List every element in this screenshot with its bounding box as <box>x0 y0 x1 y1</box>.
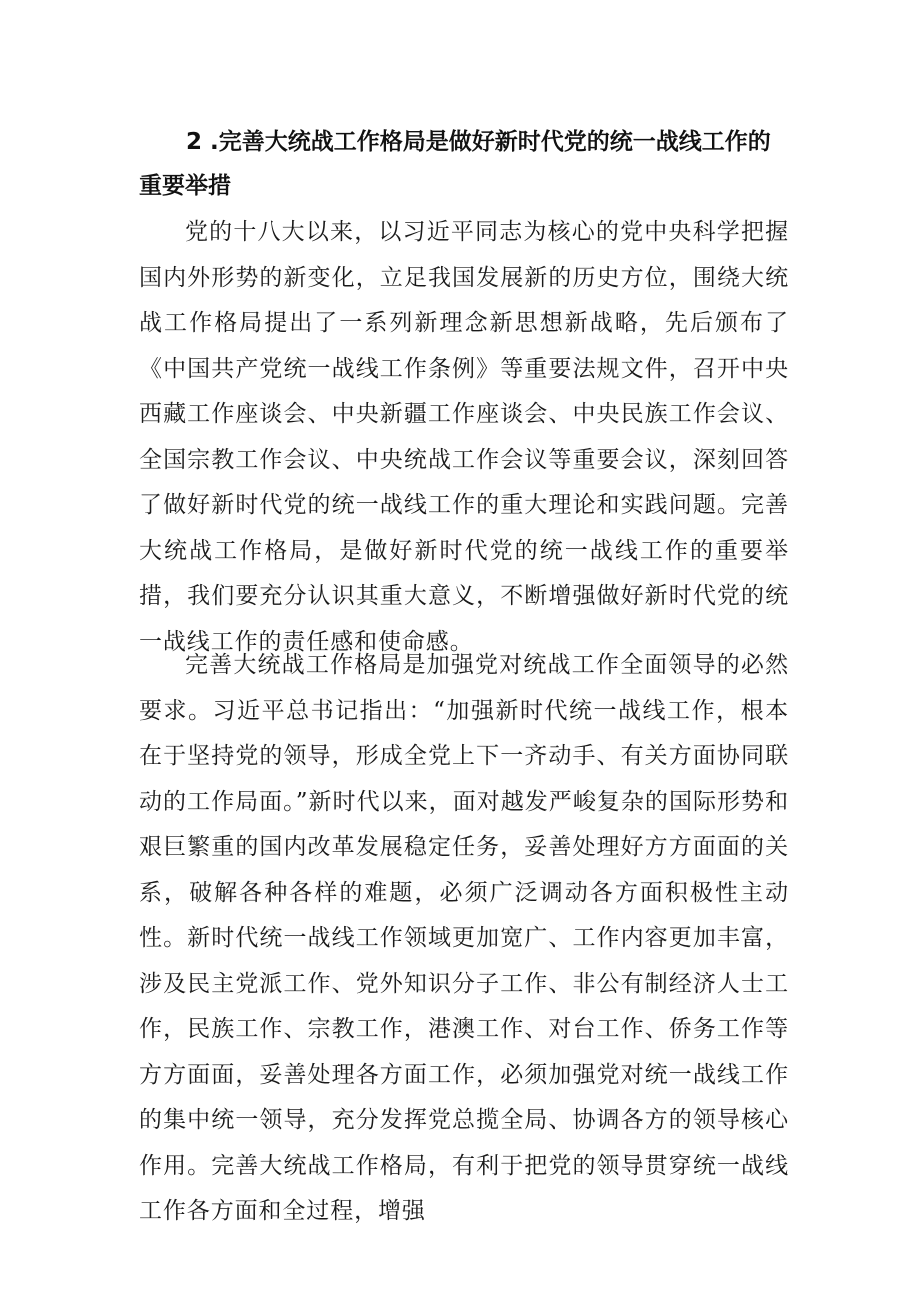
body-paragraph-2: 完善大统战工作格局是加强党对统战工作全面领导的必然要求。习近平总书记指出：“加强新时代统一战线工作，根本在于坚持党的领导，形成全党上下一齐动手、有关方面协同联动的工作局面。”新时代以来，面对越发严峻复杂的国际形势和艰巨繁重的国内改革发展稳定任务，妥善处理好方方面面的关系，破解各种各样的难题，必须广泛调动各方面积极性主动性。新时代统一战线工作领域更加宽广、工作内容更加丰富，涉及民主党派工作、党外知识分子工作、非公有制经济人士工作，民族工作、宗教工作，港澳工作、对台工作、侨务工作等方方面面，妥善处理各方面工作，必须加强党对统一战线工作的集中统一领导，充分发挥党总揽全局、协调各方的领导核心作用。完善大统战工作格局，有利于把党的领导贯穿统一战线工作各方面和全过程，增强 <box>139 652 789 1224</box>
section-heading: 2 .完善大统战工作格局是做好新时代党的统一战线工作的重要举措 <box>139 129 771 199</box>
body-paragraph-1: 党的十八大以来，以习近平同志为核心的党中央科学把握国内外形势的新变化，立足我国发展新的历史方位，围绕大统战工作格局提出了一系列新理念新思想新战略，先后颁布了《中国共产党统一战线工作条例》等重要法规文件，召开中央西藏工作座谈会、中央新疆工作座谈会、中央民族工作会议、全国宗教工作会议、中央统战工作会议等重要会议，深刻回答了做好新时代党的统一战线工作的重大理论和实践问题。完善大统战工作格局，是做好新时代党的统一战线工作的重要举措，我们要充分认识其重大意义，不断增强做好新时代党的统一战线工作的责任感和使命感。 <box>139 219 789 655</box>
